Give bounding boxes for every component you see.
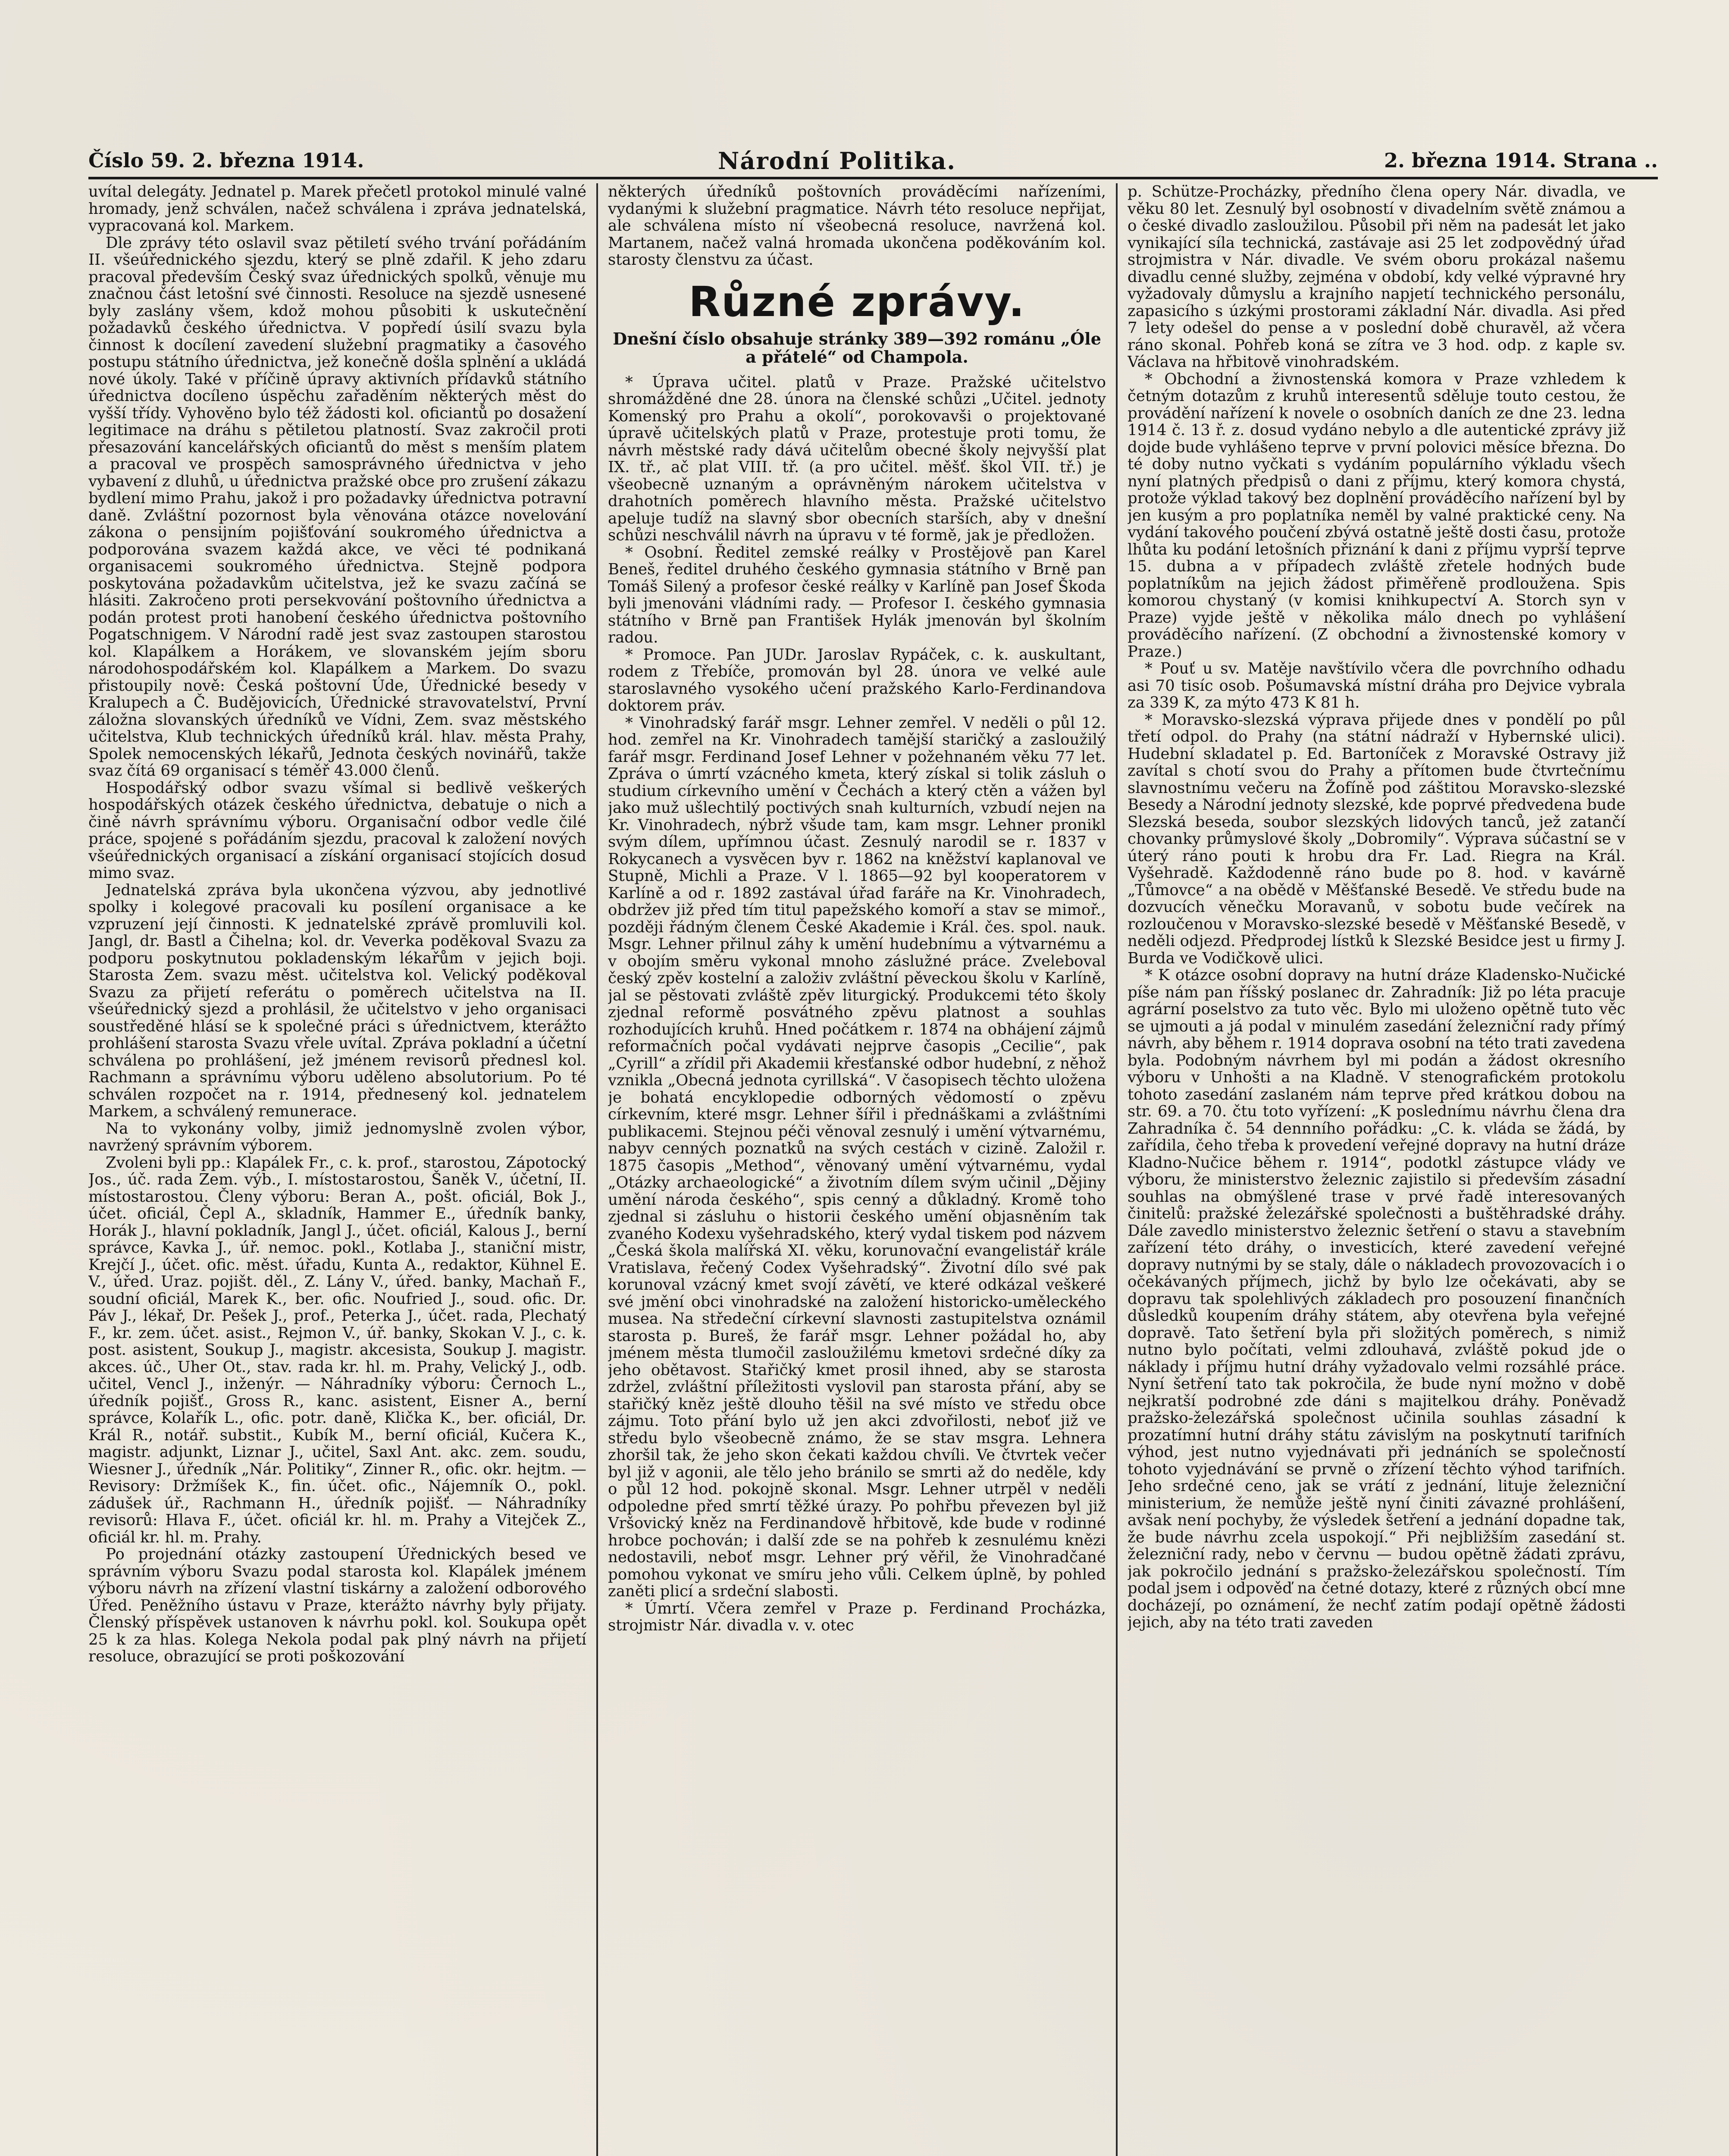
section-heading: Různé zprávy. bbox=[689, 277, 1025, 326]
paragraph: některých úředníků poštovních prováděcími nařízeními, vydanými k služební pragmatice. Návrh této resoluce nepřijat, ale schválena místo ní všeobecná resoluce, navržená kol. Martanem, načež valná hromada ukončena poděkováním kol. starosty členstvu za účast. bbox=[608, 183, 1106, 269]
column-divider bbox=[596, 183, 598, 2156]
paragraph: Dle zprávy této oslavil svaz pětiletí svého trvání pořádáním II. všeúřednického sjezdu, který se plně zdařil. K jeho zdaru pracoval především Český svaz úřednických spolků, věnuje mu značnou část letošní své činnosti. Resoluce na sjezdě usnesené byly zaslány všem, kdož mohou působiti k uskutečnění požadavků českého úřednictva. V popředí úsilí svazu byla činnost k docílení zavedení služební pragmatiky a časového postupu státního úřednictva, jež konečně došla splnění a ukládá nové úkoly. Také v příčině úpravy aktivních přídavků státního úřednictva docíleno úspěchu zařaděním některých měst do vyšší třídy. Vyhověno bylo též žádosti kol. oficiantů po dosažení legitimace na dráhu s pětiletou platností. Svaz zakročil proti přesazování kancelářských oficiantů do měst s menším platem a pracoval ve prospěch samosprávného úřednictva v jeho vybavení z dluhů, u úřednictva pražské obce pro zrušení zákazu bydlení mimo Prahu, jakož i pro požadavky úřednictva potravní daně. Zvláštní pozornost byla věnována otázce novelování zákona o pensijním pojišťování soukromého úřednictva a podporována svazem každá akce, ve věci té podnikaná organisacemi soukromého úřednictva. Stejně podpora poskytována požadavkům učitelstva, jež ke svazu začíná se hlásiti. Zakročeno proti persekvování poštovního úřednictva a podán protest proti hanobení českého úřednictva poštovního Pogatschnigem. V Národní radě jest svaz zastoupen starostou kol. Klapálkem a Horákem, ve slovanském jejím sboru národohospodářském kol. Klapálkem a Markem. Do svazu přistoupily nově: Česká poštovní Úde, Úřednické besedy v Kralupech a Č. Budějovicích, Úřednické stravovatelství, První záložna slovanských úředníků ve Vídni, Zem. svaz městského učitelstva, Klub technických úředníků král. hlav. města Prahy, Spolek nemocenských lékařů, Jednota českých novinářů, takže svaz čítá 69 organisací s téměř 43.000 členů. bbox=[88, 234, 586, 780]
news-item: * Obchodní a živnostenská komora v Praze vzhledem k četným dotazům z kruhů interesentů sděluje touto cestou, že provádění nařízení k novele o osobních daních ze dne 23. ledna 1914 č. 13 ř. z. dosud vydáno nebylo a dle autentické zprávy již dojde bude vyhlášeno teprve v první polovici měsíce března. Do té doby nutno vyčkati s vydáním populárního výkladu všech nyní platných předpisů o dani z příjmu, který komora chystá, protože výklad takový bez doplnění prováděcího nařízení byl by jen kusým a pro poplatníka neměl by valné praktické ceny. Na vydání takového poučení zbývá ostatně ještě dosti času, protože lhůta ku podání letošních přiznání k dani z příjmu vyprší teprve 15. dubna a v případech zvláště zřetele hodných bude poplatníkům na jejich žádost přiměřeně prodloužena. Spis komorou chystaný (v komisi knihkupectví A. Storch syn v Praze) vyjde ještě v několika málo dnech po vyhlášení prováděcího nařízení. (Z obchodní a živnostenské komory v Praze.) bbox=[1128, 370, 1626, 661]
news-item: * Promoce. Pan JUDr. Jaroslav Rypáček, c. k. auskultant, rodem z Třebíče, promován byl 28. února ve velké aule staroslavného vysokého učení pražského Karlo-Ferdinandova doktorem práv. bbox=[608, 646, 1106, 714]
column-divider bbox=[1116, 183, 1118, 2156]
paragraph: Hospodářský odbor svazu všímal si bedlivě veškerých hospodářských otázek českého úřednictva, debatuje o nich a čině návrh správnímu výboru. Organisační odbor vedle čilé práce, spojené s pořádáním sjezdu, pracoval k založení nových všeúřednických organisací a získání organisací stojících dosud mimo svaz. bbox=[88, 779, 586, 882]
news-item: * Vinohradský farář msgr. Lehner zemřel. V neděli o půl 12. hod. zemřel na Kr. Vinohradech tamější staričký a zasloužilý farář msgr. Ferdinand Josef Lehner v požehnaném věku 77 let. Zpráva o úmrtí vzácného kmeta, který získal si tolik zásluh o studium církevního umění v Čechách a který ctěn a vážen byl jako muž ušlechtilý poctivých snah kulturních, vzbudí nejen na Kr. Vinohradech, nýbrž všude tam, kam msgr. Lehner pronikl svým dílem, upřímnou účast. Zesnulý narodil se r. 1837 v Rokycanech a vysvěcen byv r. 1862 na kněžství kaplanoval ve Stupně, Michli a Praze. V l. 1865—92 byl kooperatorem v Karlíně a od r. 1892 zastával úřad faráře na Kr. Vinohradech, obdržev již před tím titul papežského komoří a stav se mimoř., později řádným členem České Akademie i Král. čes. spol. nauk. Msgr. Lehner přilnul záhy k umění hudebnímu a výtvarnému a v obojím směru vykonal mnoho záslužné práce. Zveleboval český zpěv kostelní a založiv zvláštní pěveckou školu v Karlíně, jal se pěstovati zvláště zpěv liturgický. Produkcemi této školy zjednal reformě posvátného zpěvu platnost a souhlas rozhodujících kruhů. Hned počátkem r. 1874 na obhájení zájmů reformačních počal vydávati nejprve časopis „Cecilie“, pak „Cyrill“ a zřídil při Akademii křesťanské odbor hudební, z něhož vznikla „Obecná jednota cyrillská“. V časopisech těchto uložena je bohatá encyklopedie odborných vědomostí o zpěvu církevním, které msgr. Lehner šířil i přednáškami a zvláštními publikacemi. Stejnou péči věnoval zesnulý i umění výtvarnému, nabyv cenných poznatků na svých cestách v cizině. Založil r. 1875 časopis „Method“, věnovaný umění výtvarnému, vydal „Otázky archaeologické“ a životním dílem svým učinil „Dějiny umění národa českého“, spis cenný a důkladný. Kromě toho zjednal si zásluhu o historii českého umění objasněním tak zvaného Kodexu vyšehradského, který vydal tiskem pod názvem „Česká škola malířská XI. věku, korunovační evangelistář krále Vratislava, řečený Codex Vyšehradský“. Životní dílo své pak korunoval vzácný kmet svojí závětí, ve které odkázal veškeré své jmění obci vinohradské na založení historicko-uměleckého musea. Na středeční církevní slavnosti zastupitelstva oznámil starosta p. Bureš, že farář msgr. Lehner požádal ho, aby jménem města tlumočil zasloužilému kmetovi srdečné díky za jeho obětavost. Stařičký kmet prosil ihned, aby se starosta zdržel, zvláštní příležitosti vyslovil pan starosta přání, aby se stařičký kněz ještě dlouho těšil na své místo ve středu obce zájmu. Toto přání bylo už jen akci zdvořilosti, neboť již ve středu bylo všeobecně známo, že se stav msgra. Lehnera zhoršil tak, že jeho skon čekati každou chvíli. Ve čtvrtek večer byl již v agonii, ale tělo jeho bránilo se smrti až do neděle, kdy o půl 12 hod. pokojně skonal. Msgr. Lehner utrpěl v neděli odpoledne před smrtí těžké úrazy. Po pohřbu převezen byl již Vršovický kněz na Ferdinandově hřbitově, kde bude v rodinné hrobce pochován; i další zde se na pohřeb k zesnulému knězi nedostavili, neboť msgr. Lehner prý věřil, že Vinohradčané pomohou vykonat ve smíru jeho vůli. Celkem úplně, by pohled zaněti plicí a srdeční slabosti. bbox=[608, 714, 1106, 1600]
paragraph: Jednatelská zpráva byla ukončena výzvou, aby jednotlivé spolky i kolegové pracovali ku posílení organisace a ke vzpruzení její činnosti. K jednatelské zprávě promluvili kol. Jangl, dr. Bastl a Čihelna; kol. dr. Veverka poděkoval Svazu za podporu poskytnutou pokladenským lékařům v jejich boji. Starosta Zem. svazu měst. učitelstva kol. Velický poděkoval Svazu za přijetí referátu o poměrech učitelstva na II. všeúřednický sjezd a prohlásil, že učitelstvo v jeho organisaci soustředěné hlásí se k společné práci s úřednictvem, kterážto prohlášení starosta Svazu vřele uvítal. Zpráva pokladní a účetní schválena po prohlášení, jež jménem revisorů přednesl kol. Rachmann a správnímu výboru uděleno absolutorium. Po té schválen rozpočet na r. 1914, přednesený kol. jednatelem Markem, a schválený remunerace. bbox=[88, 881, 586, 1120]
paragraph: Zvoleni byli pp.: Klapálek Fr., c. k. prof., starostou, Zápotocký Jos., úč. rada Zem. výb., I. místostarostou, Šaněk V., účetní, II. místostarostou. Členy výboru: Beran A., pošt. oficiál, Bok J., účet. oficiál, Čepl A., skladník, Hammer E., úředník banky, Horák J., hlavní pokladník, Jangl J., účet. oficiál, Kalous J., berní správce, Kavka J., úř. nemoc. pokl., Kotlaba J., staniční mistr, Krejčí J., účet. ofic. měst. úřadu, Kunta A., redaktor, Kühnel E. V., úřed. Uraz. pojišt. děl., Z. Lány V., úřed. banky, Machaň F., soudní oficiál, Marek K., ber. ofic. Noufried J., soud. ofic. Dr. Páv J., lékař, Dr. Pešek J., prof., Peterka J., účet. rada, Plechatý F., kr. zem. účet. asist., Rejmon V., úř. banky, Skokan V. J., c. k. post. asistent, Soukup J., magistr. akcesista, Soukup J. magistr. akces. úč., Uher Ot., stav. rada kr. hl. m. Prahy, Velický J., odb. učitel, Vencl J., inženýr. — Náhradníky výboru: Černoch L., úředník pojišť., Gross R., kanc. asistent, Eisner A., berní správce, Kolařík L., ofic. potr. daně, Klička K., ber. oficiál, Dr. Král R., notář. substit., Kubík M., berní oficiál, Kučera K., magistr. adjunkt, Liznar J., učitel, Saxl Ant. akc. zem. soudu, Wiesner J., úředník „Nár. Politiky“, Zinner R., ofic. okr. hejtm. — Revisory: Držmíšek K., fin. účet. ofic., Nájemník O., pokl. zádušek úř., Rachmann H., úředník pojišť. — Náhradníky revisorů: Hlava F., účet. oficiál kr. hl. m. Prahy a Vitejček Z., oficiál kr. hl. m. Prahy. bbox=[88, 1153, 586, 1546]
paragraph: uvítal delegáty. Jednatel p. Marek přečetl protokol minulé valné hromady, jenž schválen, načež schválena i zpráva jednatelská, vypracovaná kol. Markem. bbox=[88, 183, 586, 235]
page-label: 2. března 1914. Strana .. bbox=[1384, 149, 1658, 172]
newspaper-title: Národní Politika. bbox=[718, 147, 956, 175]
news-item: * Osobní. Ředitel zemské reálky v Prostějově pan Karel Beneš, ředitel druhého českého gymnasia státního v Brně pan Tomáš Silený a profesor české reálky v Karlíně pan Josef Škoda byli jmenováni vládními rady. — Profesor I. českého gymnasia státního v Brně pan František Hylák jmenován byl školním radou. bbox=[608, 543, 1106, 646]
news-item: * Úprava učitel. platů v Praze. Pražské učitelstvo shromážděné dne 28. února na členské schůzi „Učitel. jednoty Komenský pro Prahu a okolí“, porokovavši o projektované úpravě učitelských platů v Praze, protestuje proti tomu, že návrh městské rady dává učitelům obecné školy nejvyšší plat IX. tř., ač plat VIII. tř. (a pro učitel. měšť. škol VII. tř.) je všeobecně uznaným a oprávněným nárokem učitelstva v drahotních poměrech hlavního města. Pražské učitelstvo apeluje tudíž na slavný sbor obecních starších, aby v dnešní schůzi neschválil návrh na úpravu v té formě, jak je předložen. bbox=[608, 373, 1106, 544]
paragraph: Na to vykonány volby, jimiž jednomyslně zvolen výbor, navržený správním výborem. bbox=[88, 1119, 586, 1154]
header-rule bbox=[88, 177, 1658, 179]
article-column-3 bbox=[1128, 183, 1626, 2156]
issue-date: Číslo 59. 2. března 1914. bbox=[88, 149, 364, 172]
masthead bbox=[88, 149, 1658, 175]
article-column-2 bbox=[608, 183, 1106, 2156]
news-item: * Úmrtí. Včera zemřel v Praze p. Ferdinand Procházka, strojmistr Nár. divadla v. v. otec bbox=[608, 1599, 1106, 1634]
article-column-1 bbox=[88, 183, 586, 2156]
news-item: * Moravsko-slezská výprava přijede dnes v pondělí po půl třetí odpol. do Prahy (na státní nádraží v Hybernské ulici). Hudební skladatel p. Ed. Bartoníček z Moravské Ostravy již zavítal s chotí svou do Prahy a přítomen bude čtvrtečnímu slavnostnímu večeru na Žofíně pod záštitou Moravsko-slezské Besedy a Národní jednoty slezské, kde poprvé předvedena bude Slezská beseda, soubor slezských lidových tanců, jež zatančí chovanky průmyslové školy „Dobromily“. Výprava súčastní se v úterý ráno pouti k hrobu dra Fr. Lad. Riegra na Král. Vyšehradě. Každodenně ráno bude po 8. hod. v kavárně „Tůmovce“ a na obědě v Měšťanské Besedě. Ve středu bude na dozvucích věnečku Moravanů, v sobotu bude večírek na rozloučenou v Moravsko-slezské besedě v Měšťanské Besedě, v neděli odjezd. Předprodej lístků k Slezské Besidce jest u firmy J. Burda ve Vodičkově ulici. bbox=[1128, 711, 1626, 967]
news-item: * Pouť u sv. Matěje navštívilo včera dle povrchního odhadu asi 70 tisíc osob. Pošumavská místní dráha pro Dejvice vybrala za 339 K, za mýto 473 K 81 h. bbox=[1128, 660, 1626, 711]
section-subheading: Dnešní číslo obsahuje stránky 389—392 románu „Óle a přátelé“ od Champola. bbox=[613, 329, 1101, 367]
paragraph: p. Schütze-Procházky, předního člena opery Nár. divadla, ve věku 80 let. Zesnulý byl osobností v divadelním světě známou a o české divadlo zasloužilou. Působil při něm na padesát let jako vynikající síla technická, zastávaje asi 25 let zodpovědný úřad strojmistra v Nár. divadle. Ve svém oboru prokázal našemu divadlu cenné služby, zejména v období, kdy velké výpravné hry vyžadovaly důmyslu a krajního napjetí technického personálu, zapasicího s úzkými prostorami základní Nár. divadla. Asi před 7 lety odešel do pense a v poslední době churavěl, až včera ráno skonal. Pohřeb koná se zítra ve 3 hod. odp. z kaple sv. Václava na hřbitově vinohradském. bbox=[1128, 183, 1626, 371]
news-item: * K otázce osobní dopravy na hutní dráze Kladensko-Nučické píše nám pan říšský poslanec dr. Zahradník: Již po léta pracuje agrární poselstvo za tuto věc. Bylo mi uloženo opětně tuto věc se ujmouti a já podal v minulém zasedání železniční rady přímý návrh, aby během r. 1914 doprava osobní na této trati zavedena byla. Podobným návrhem byl mi podán a žádost okresního výboru v Unhošti a na Kladně. V stenografickém protokolu tohoto zasedání zaslaném nám teprve před krátkou dobou na str. 69. a 70. čtu toto vyřízení: „K poslednímu návrhu člena dra Zahradníka č. 54 dennního pořádku: „C. k. vláda se žádá, by zařídila, čeho třeba k provedení veřejné dopravy na hutní dráze Kladno-Nučice během r. 1914“, podotkl zástupce vlády ve výboru, že ministerstvo železnic zajistilo si především zásadní souhlas na obmýšlené trase v prvé řadě interesovaných činitelů: pražské železářské společnosti a buštěhradské dráhy. Dále zavedlo ministerstvo železnic šetření o stavu a stavebním zařízení této dráhy, o investicích, které zavedení veřejné dopravy nutnými by se staly, dále o nákladech provozovacích i o očekávaných příjmech, jichž by bylo lze očekávati, aby se dopravu tak spolehlivých základech pro posouzení finančních důsledků koupením dráhy státem, aby otevřena byla veřejné dopravě. Tato šetření byla při složitých poměrech, s nimiž nutno bylo počítati, velmi zdlouhavá, zvláště pokud jde o náklady i příjmu hutní dráhy vyžadovalo velmi rozsáhlé práce. Nyní šetření tato tak pokročila, že bude nyní možno v době nejkratší podrobné zde dáni s majitelkou dráhy. Poněvadž pražsko-železářská společnost učinila souhlas zásadní k prozatímní hutní dráhy státu závislým na poskytnutí tarifních výhod, jest nutno vyjednávati při jednáních se společností tohoto vyjednávání se prvně o zřízení těchto výhod tarifních. Jeho srdečné ceno, jak se vrátí z jednání, lituje železniční ministerium, že nemůže ještě nyní činiti závazné prohlášení, avšak není pochyby, že výsledek šetření a jednání dopadne tak, že bude návrhu zcela uspokojí.“ Při nejbližším zasedání st. železniční rady, nebo v červnu — budou opětně žádati zprávu, jak pokročilo jednání s pražsko-železářskou společností. Tím podal jsem i odpověď na četné dotazy, které z různých obcí mne docházejí, po oznámení, že nechť zatím podají opětně žádosti jejich, aby na této trati zaveden bbox=[1128, 966, 1626, 1631]
paragraph: Po projednání otázky zastoupení Úřednických besed ve správním výboru Svazu podal starosta kol. Klapálek jménem výboru návrh na zřízení vlastní tiskárny a založení odborového Úřed. Peněžního ústavu v Praze, kterážto návrhy byly přijaty. Členský příspěvek ustanoven k návrhu pokl. kol. Soukupa opět 25 k za hlas. Kolega Nekola podal pak plný návrh na přijetí resoluce, obrazující se proti poškozování bbox=[88, 1545, 586, 1665]
